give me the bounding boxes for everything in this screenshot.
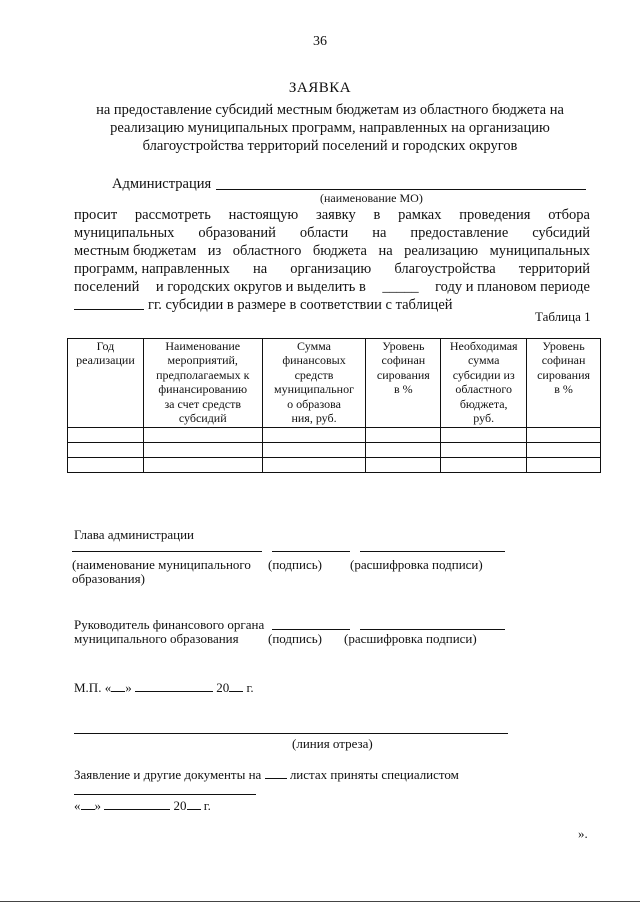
table-caption: Таблица 1 [535,309,591,324]
year-field[interactable]: _____ [382,279,419,295]
table-cell[interactable] [441,458,527,473]
acceptance-date-line: « » 20 г. [74,798,211,813]
day-field[interactable] [111,679,125,692]
request-text-line: программ, направленных на организацию благоустройства территорий [74,261,590,277]
cut-line [74,733,508,734]
table-cell[interactable] [527,443,601,458]
request-text-line: муниципальных образований области на предоставление субсидий [74,225,590,241]
subsidy-table [67,338,601,473]
request-text-line: местным бюджетам из областного бюджета на реализацию муниципальных [74,243,590,259]
subtitle-line: на предоставление субсидий местным бюджетам из областного бюджета на [96,102,564,118]
period-field[interactable] [74,297,144,310]
table-header-row [68,339,601,428]
fin-decode-field[interactable] [360,629,505,630]
administration-name-field[interactable] [216,189,586,190]
head-signature-field[interactable] [272,551,350,552]
fin-head-label: Руководитель финансового органа [74,617,265,632]
hint-signature: (подпись) [268,631,322,646]
request-text-line: гг. субсидии в размере в соответствии с таблицей [74,297,590,314]
month-field[interactable] [104,797,170,810]
table-cell[interactable] [262,443,366,458]
table-row [68,458,601,473]
year-suffix-field[interactable] [229,679,243,692]
hint-mo-name: (наименование муниципального [72,557,251,572]
sheets-count-field[interactable] [265,766,287,779]
table-cell[interactable] [68,458,144,473]
subtitle-line: реализацию муниципальных программ, направленных на организацию [110,120,550,136]
table-row [68,443,601,458]
hint-signature: (подпись) [268,557,322,572]
month-field[interactable] [135,679,213,692]
page-number: 36 [313,34,327,49]
header-cell-required-subsidy: Необходимая сумма субсидии из областного бюджета, руб. [441,339,527,428]
table-cell[interactable] [441,428,527,443]
page-bottom-rule [0,901,640,902]
table-cell[interactable] [68,428,144,443]
mo-hint: (наименование МО) [320,191,423,205]
fin-head-label-cont: муниципального образования [74,631,239,646]
administration-label: Администрация [112,176,212,192]
header-cell-municipal-funds: Сумма финансовых средств муниципальног о образова ния, руб. [262,339,366,428]
table-cell[interactable] [143,458,262,473]
table-cell[interactable] [366,443,441,458]
fin-signature-field[interactable] [272,629,350,630]
table-cell[interactable] [441,443,527,458]
hint-decode: (расшифровка подписи) [344,631,477,646]
day-field[interactable] [81,797,95,810]
header-cell-year: Год реализации [68,339,144,428]
request-text-line: просит рассмотреть настоящую заявку в рамках проведения отбора [74,207,590,223]
header-cell-events: Наименование мероприятий, предполагаемых к финансированию за счет средств субсидий [143,339,262,428]
header-cell-cofinancing-level-2: Уровень софинан сирования в % [527,339,601,428]
table-cell[interactable] [527,458,601,473]
closing-mark: ». [578,826,588,841]
document-title: ЗАЯВКА [288,80,352,96]
table-cell[interactable] [143,443,262,458]
hint-mo-name-cont: образования) [72,571,145,586]
cut-line-label: (линия отреза) [292,736,373,751]
head-decode-field[interactable] [360,551,505,552]
head-admin-label: Глава администрации [74,527,195,542]
table-cell[interactable] [366,428,441,443]
header-cell-cofinancing-level: Уровень софинан сирования в % [366,339,441,428]
table-cell[interactable] [68,443,144,458]
table-row [68,428,601,443]
subtitle-line: благоустройства территорий поселений и городских округов [142,138,518,154]
hint-decode: (расшифровка подписи) [350,557,483,572]
table-cell[interactable] [262,428,366,443]
table-cell[interactable] [527,428,601,443]
table-cell[interactable] [262,458,366,473]
table-cell[interactable] [366,458,441,473]
year-suffix-field[interactable] [187,797,201,810]
table-cell[interactable] [143,428,262,443]
specialist-field[interactable] [74,794,256,795]
seal-date-line: М.П. « » 20 г. [74,680,254,695]
mo-name-field[interactable] [72,551,262,552]
request-text-line: поселений и городских округов и выделить в _____ году и плановом периоде [74,279,590,295]
acceptance-line: Заявление и другие документы на листах приняты специалистом [74,767,459,782]
